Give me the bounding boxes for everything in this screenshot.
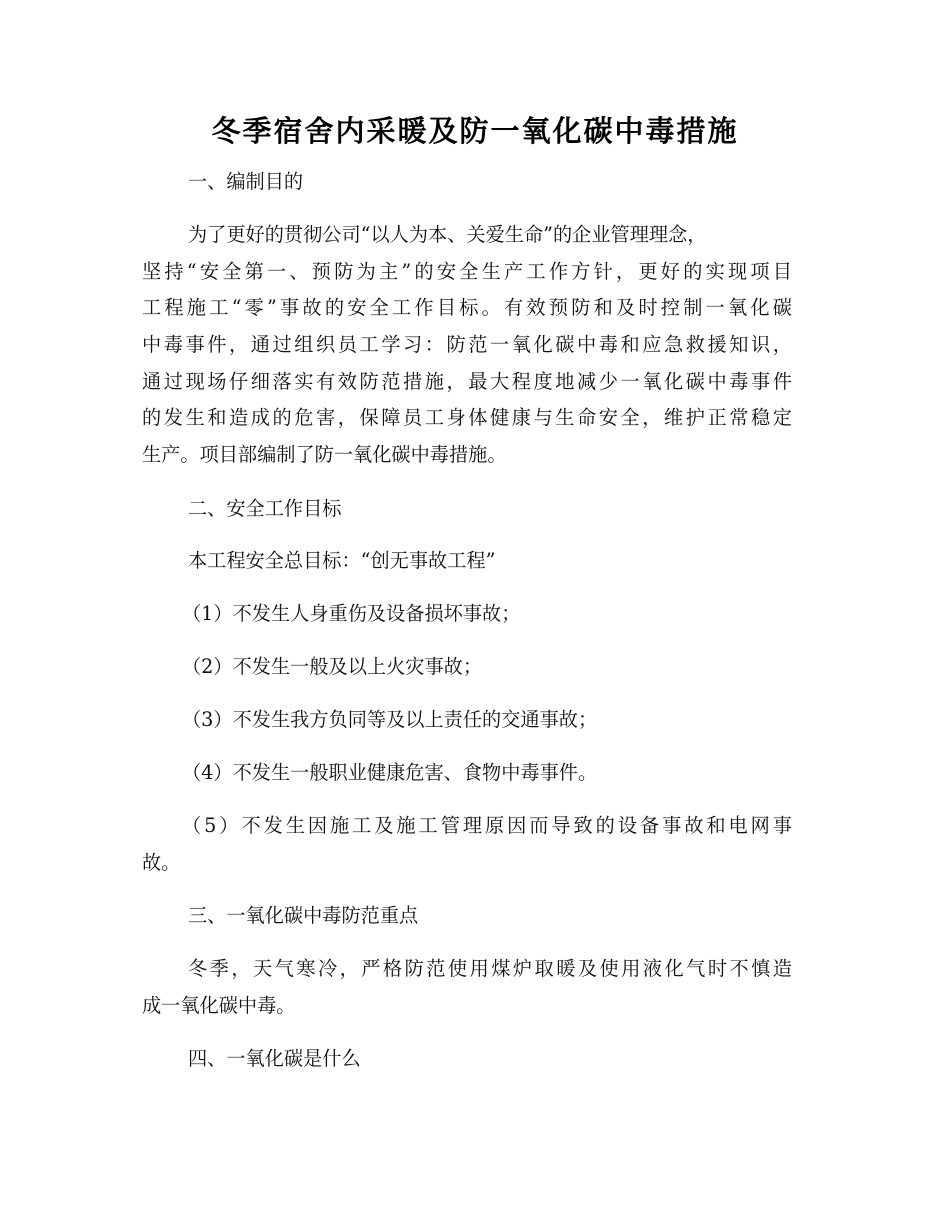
goal-item-4: （4）不发生一般职业健康危害、食物中毒事件。	[182, 761, 598, 784]
paragraph-line: 生产。项目部编制了防一氧化碳中毒措施。	[142, 443, 507, 466]
goal-item-1: （1）不发生人身重伤及设备损坏事故；	[182, 602, 521, 625]
paragraph-line: 的发生和造成的危害，保障员工身体健康与生命安全，维护正常稳定	[142, 406, 792, 429]
paragraph-line: 冬季，天气寒冷，严格防范使用煤炉取暖及使用液化气时不慎造	[188, 957, 792, 980]
goal-item-5: （5）不发生因施工及施工管理原因而导致的设备事故和电网事	[182, 814, 792, 837]
goal-item-5-continued: 故。	[142, 851, 181, 874]
section-heading-safety-goals: 二、安全工作目标	[188, 497, 342, 520]
paragraph-line: 为了更好的贯彻公司“以人为本、关爱生命”的企业管理理念，	[188, 223, 707, 246]
paragraph-line: 工程施工“零”事故的安全工作目标。有效预防和及时控制一氧化碳	[142, 296, 792, 319]
overall-goal: 本工程安全总目标：“创无事故工程”	[188, 549, 496, 572]
document-title: 冬季宿舍内采暖及防一氧化碳中毒措施	[211, 114, 739, 148]
paragraph-line: 中毒事件，通过组织员工学习：防范一氧化碳中毒和应急救援知识，	[142, 333, 792, 356]
paragraph-line: 坚持“安全第一、预防为主”的安全生产工作方针，更好的实现项目	[142, 260, 792, 283]
section-heading-what-is-co: 四、一氧化碳是什么	[188, 1047, 361, 1070]
goal-item-2: （2）不发生一般及以上火灾事故；	[182, 655, 483, 678]
goal-item-3: （3）不发生我方负同等及以上责任的交通事故；	[182, 708, 598, 731]
section-heading-prevention: 三、一氧化碳中毒防范重点	[188, 904, 419, 927]
section-heading-purpose: 一、编制目的	[188, 170, 304, 193]
paragraph-line: 通过现场仔细落实有效防范措施，最大程度地减少一氧化碳中毒事件	[142, 370, 792, 393]
paragraph-line: 成一氧化碳中毒。	[142, 994, 296, 1017]
